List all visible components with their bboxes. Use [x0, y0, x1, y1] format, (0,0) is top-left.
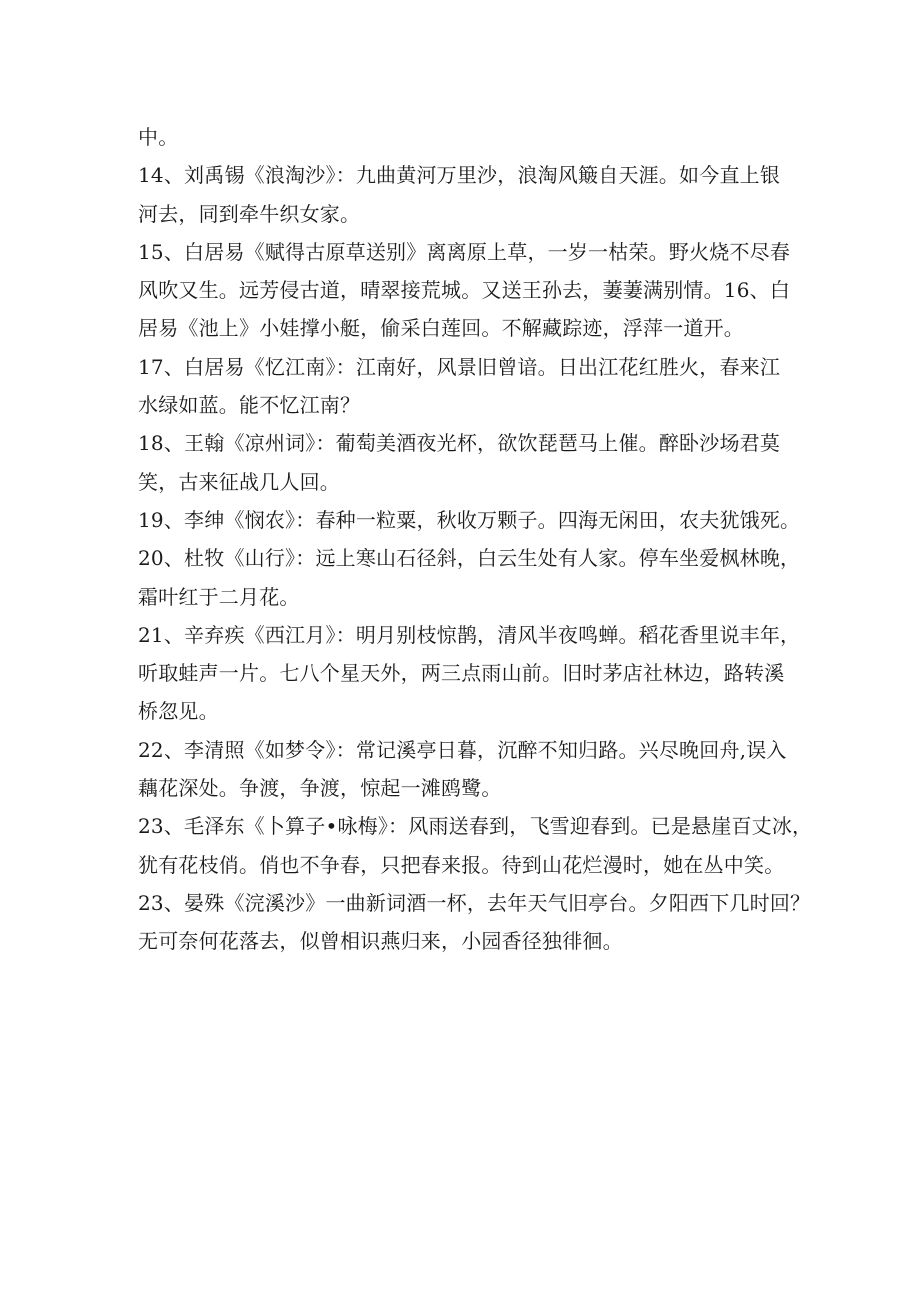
- text-line: 中。: [138, 125, 179, 149]
- text-line: 22、李清照《如梦令》：常记溪亭日暮，沉醉不知归路。兴尽晚回舟,误入: [138, 737, 787, 762]
- poem-text-body: [138, 118, 813, 961]
- text-line: 水绿如蓝。能不忆江南？: [138, 393, 361, 418]
- text-line: 18、王翰《凉州词》：葡萄美酒夜光杯，欲饮琵琶马上催。醉卧沙场君莫: [138, 431, 781, 456]
- text-line: 21、辛弃疾《西江月》：明月别枝惊鹊，清风半夜鸣蝉。稻花香里说丰年，: [138, 622, 801, 647]
- text-line: 河去，同到牵牛织女家。: [138, 201, 361, 226]
- text-line: 15、白居易《赋得古原草送别》离离原上草，一岁一枯荣。野火烧不尽春: [138, 239, 791, 264]
- text-line: 藕花深处。争渡，争渡，惊起一滩鸥鹭。: [138, 776, 502, 801]
- text-line: 23、晏殊《浣溪沙》一曲新词酒一杯，去年天气旧亭台。夕阳西下几时回？: [138, 890, 811, 915]
- text-line: 笑，古来征战几人回。: [138, 469, 340, 494]
- text-line: 23、毛泽东《卜算子•咏梅》：风雨送春到，飞雪迎春到。已是悬崖百丈冰，: [138, 814, 813, 839]
- text-line: 风吹又生。远芳侵古道，晴翠接荒城。又送王孙去，萋萋满别情。16、白: [138, 278, 791, 303]
- text-line: 居易《池上》小娃撑小艇，偷采白莲回。不解藏踪迹，浮萍一道开。: [138, 316, 744, 341]
- text-line: 听取蛙声一片。七八个星天外，两三点雨山前。旧时茅店社林边，路转溪: [138, 661, 785, 686]
- text-line: 犹有花枝俏。俏也不争春，只把春来报。待到山花烂漫时，她在丛中笑。: [138, 852, 785, 877]
- text-line: 19、李绅《悯农》：春种一粒粟，秋收万颗子。四海无闲田，农夫犹饿死。: [138, 507, 801, 532]
- text-line: 20、杜牧《山行》：远上寒山石径斜，白云生处有人家。停车坐爱枫林晚，: [138, 546, 801, 571]
- text-line: 霜叶红于二月花。: [138, 584, 300, 609]
- text-line: 无可奈何花落去，似曾相识燕归来，小园香径独徘徊。: [138, 929, 623, 954]
- text-line: 17、白居易《忆江南》：江南好，风景旧曾谙。日出江花红胜火，春来江: [138, 354, 781, 379]
- text-line: 桥忽见。: [138, 699, 219, 724]
- text-line: 14、刘禹锡《浪淘沙》：九曲黄河万里沙，浪淘风簸自天涯。如今直上银: [138, 163, 781, 188]
